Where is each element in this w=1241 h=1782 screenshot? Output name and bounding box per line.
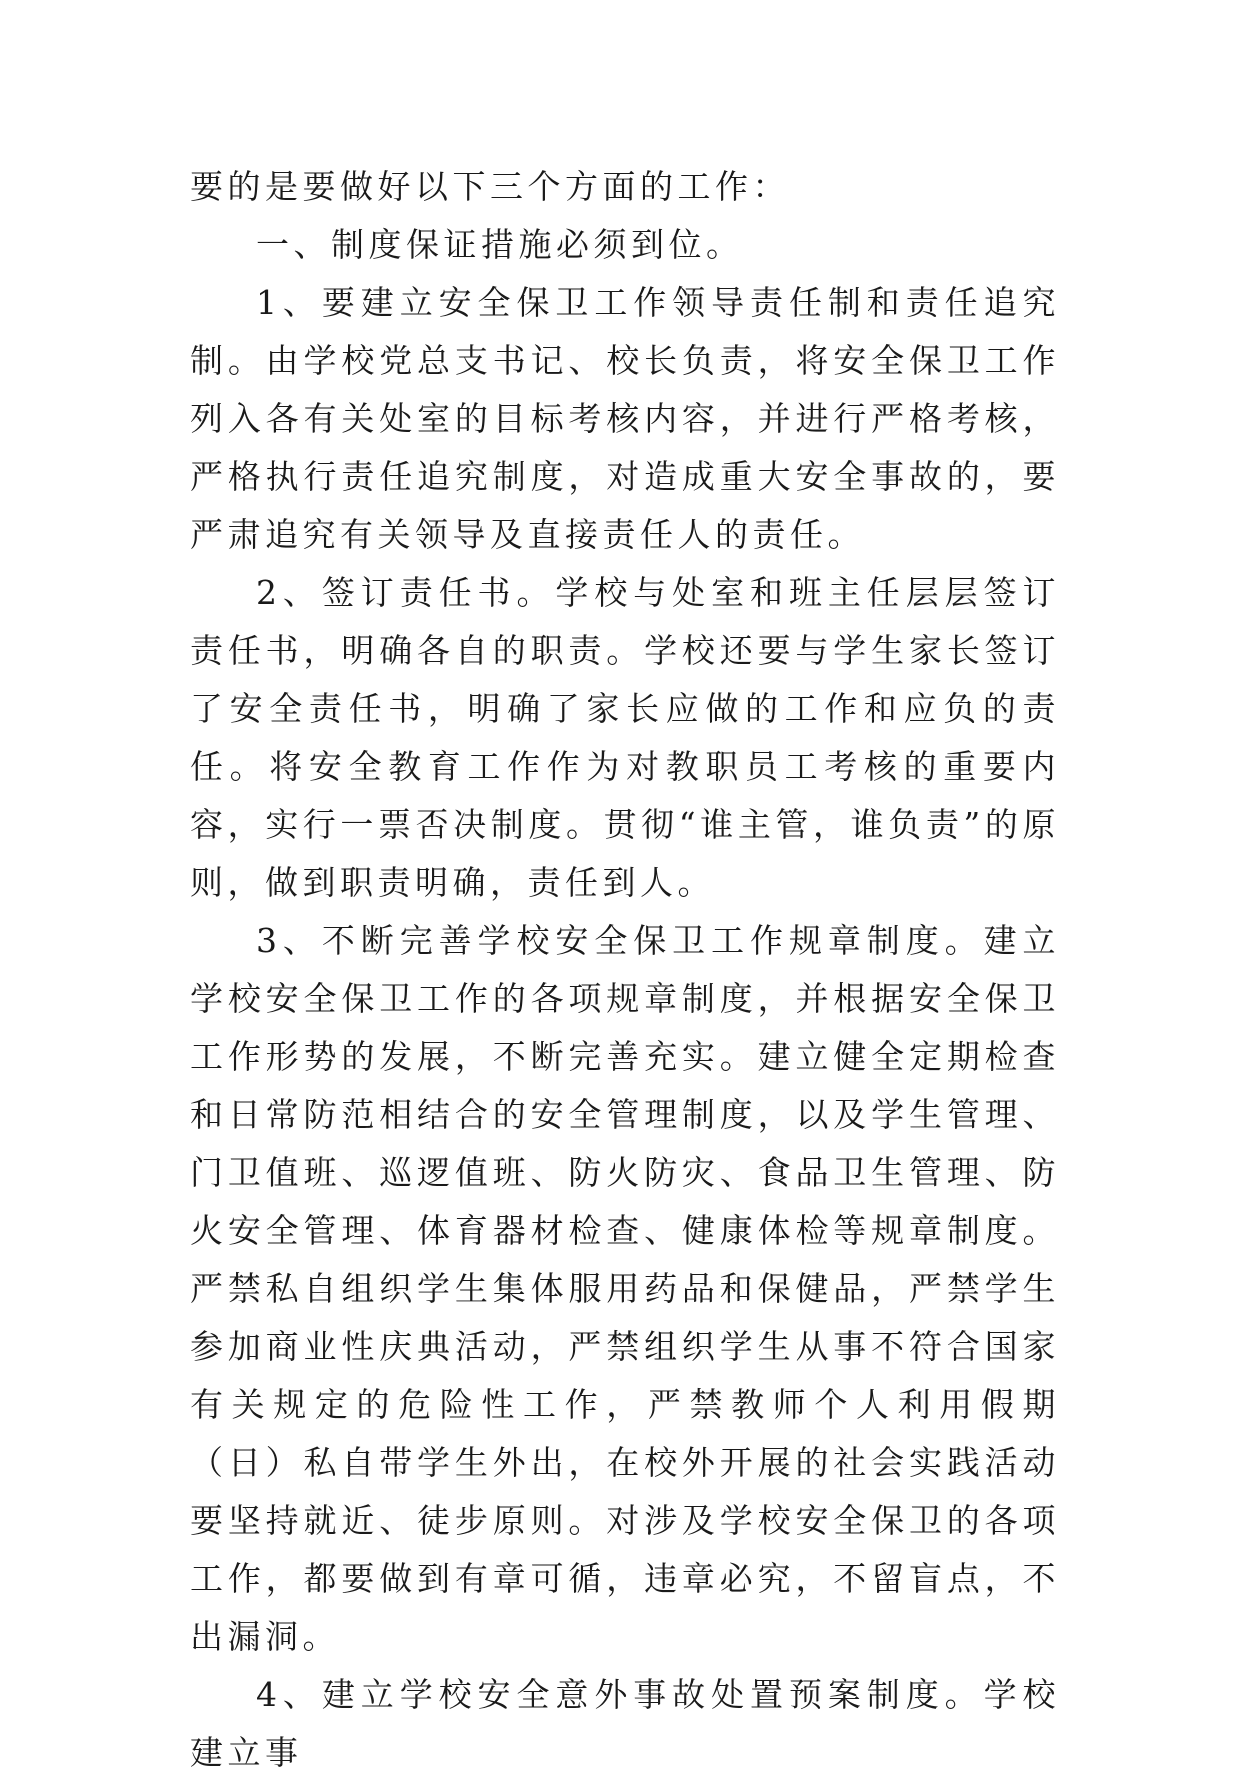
document-body <box>190 158 1060 1782</box>
paragraph-item-2: 2、签订责任书。学校与处室和班主任层层签订责任书，明确各自的职责。学校还要与学生家长签订了安全责任书，明确了家长应做的工作和应负的责任。将安全教育工作作为对教职员工考核的重要内容，实行一票否决制度。贯彻“谁主管，谁负责”的原则，做到职责明确，责任到人。 <box>190 573 1060 902</box>
paragraph-item-4: 4、建立学校安全意外事故处置预案制度。学校建立事 <box>190 1675 1060 1772</box>
paragraph-item-3: 3、不断完善学校安全保卫工作规章制度。建立学校安全保卫工作的各项规章制度，并根据安全保卫工作形势的发展，不断完善充实。建立健全定期检查和日常防范相结合的安全管理制度，以及学生管理、门卫值班、巡逻值班、防火防灾、食品卫生管理、防火安全管理、体育器材检查、健康体检等规章制度。严禁私自组织学生集体服用药品和保健品，严禁学生参加商业性庆典活动，严禁组织学生从事不符合国家有关规定的危险性工作，严禁教师个人利用假期（日）私自带学生外出，在校外开展的社会实践活动要坚持就近、徒步原则。对涉及学校安全保卫的各项工作，都要做到有章可循，违章必究，不留盲点，不出漏洞。 <box>190 921 1060 1656</box>
section-heading: 一、制度保证措施必须到位。 <box>256 225 744 264</box>
paragraph-item-1: 1、要建立安全保卫工作领导责任制和责任追究制。由学校党总支书记、校长负责，将安全保卫工作列入各有关处室的目标考核内容，并进行严格考核，严格执行责任追究制度，对造成重大安全事故的，要严肃追究有关领导及直接责任人的责任。 <box>190 283 1060 554</box>
paragraph-continuation: 要的是要做好以下三个方面的工作： <box>190 167 790 206</box>
